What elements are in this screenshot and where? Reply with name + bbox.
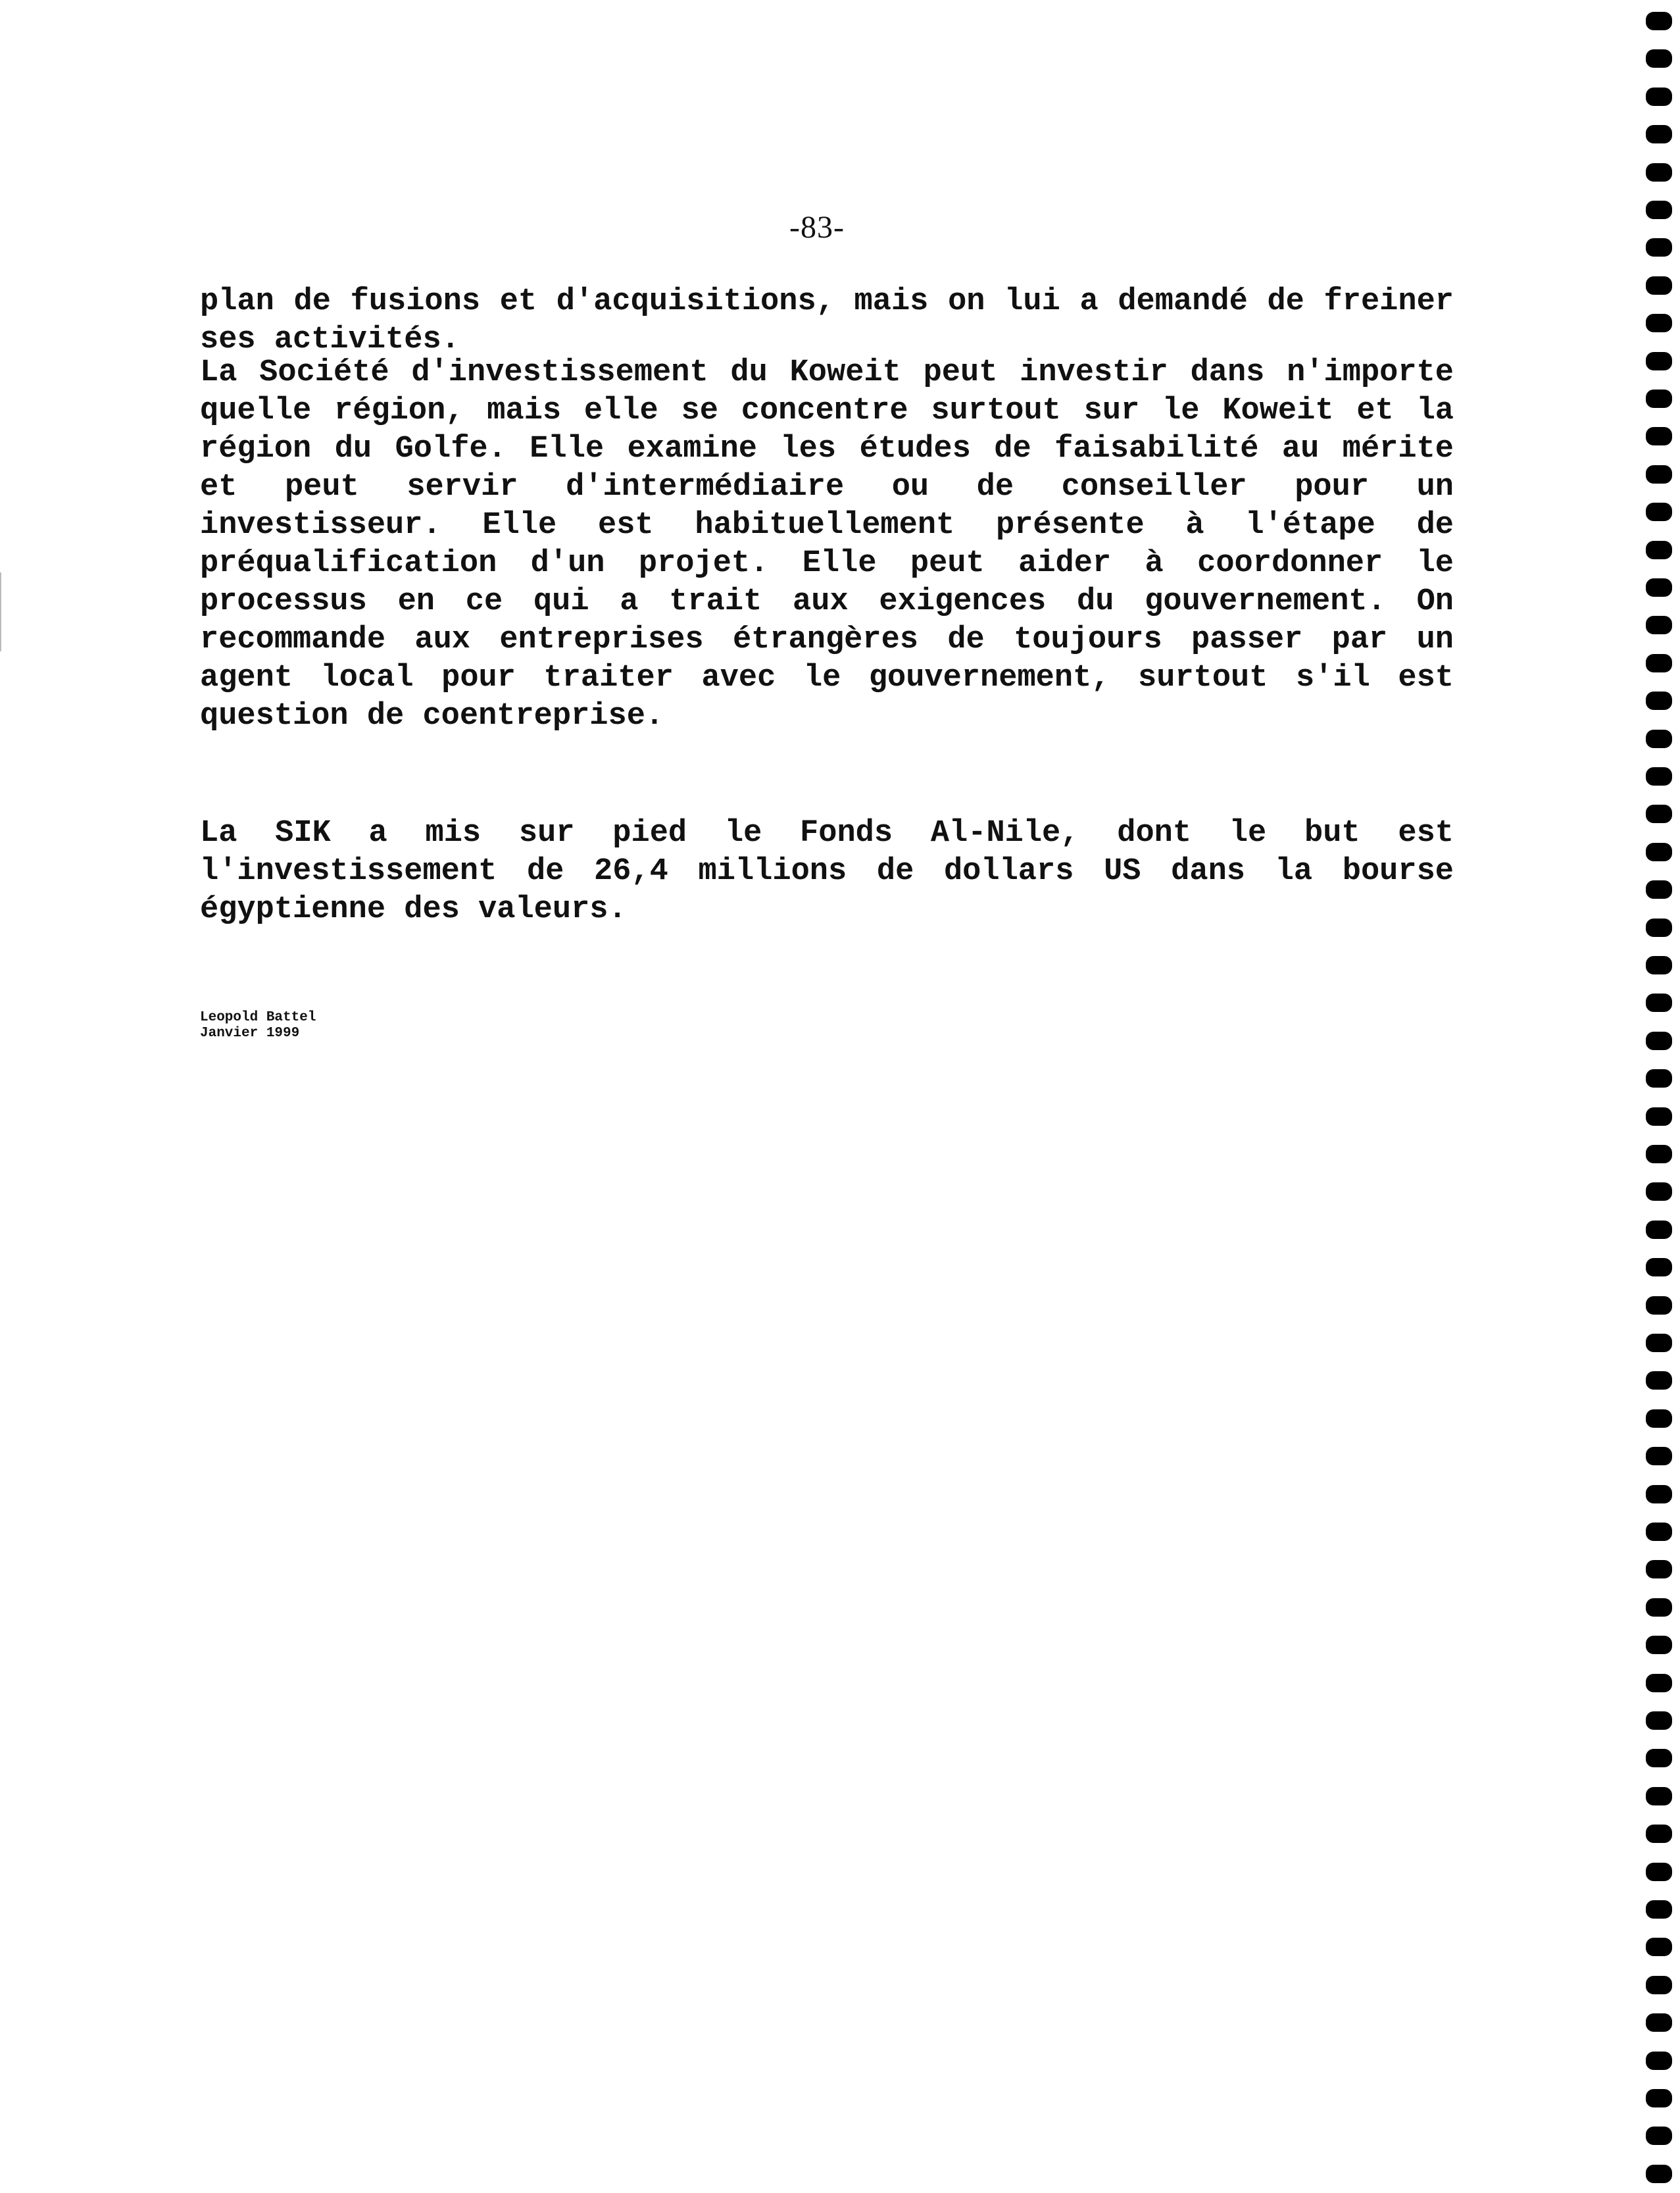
- binding-hole: [1646, 1976, 1672, 1994]
- binding-hole: [1646, 503, 1672, 521]
- binding-hole: [1646, 314, 1672, 332]
- binding-hole: [1646, 805, 1672, 823]
- binding-hole: [1646, 1560, 1672, 1578]
- binding-hole: [1646, 1674, 1672, 1692]
- binding-hole: [1646, 1787, 1672, 1805]
- binding-hole: [1646, 1900, 1672, 1919]
- footer-author: Leopold Battel: [200, 1010, 316, 1025]
- binding-hole: [1646, 1107, 1672, 1126]
- binding-hole: [1646, 880, 1672, 899]
- binding-hole: [1646, 12, 1672, 30]
- binding-hole: [1646, 767, 1672, 786]
- binding-hole: [1646, 427, 1672, 445]
- binding-hole: [1646, 276, 1672, 295]
- binding-hole: [1646, 919, 1672, 937]
- binding-hole: [1646, 1711, 1672, 1730]
- binding-hole: [1646, 654, 1672, 672]
- binding-hole: [1646, 238, 1672, 257]
- paragraph-1: plan de fusions et d'acquisitions, mais on lui a demandé de freiner ses activités.: [200, 284, 1454, 357]
- binding-hole: [1646, 390, 1672, 408]
- page-number: -83-: [789, 210, 845, 245]
- binding-hole: [1646, 541, 1672, 559]
- binding-hole: [1646, 201, 1672, 219]
- spiral-binding-holes: [1642, 0, 1680, 2193]
- binding-hole: [1646, 692, 1672, 710]
- paragraph-3: La SIK a mis sur pied le Fonds Al-Nile, dont le but est l'investissement de 26,4 millions de dollars US dans la bourse égyptienne des valeurs.: [200, 816, 1454, 927]
- binding-hole: [1646, 1334, 1672, 1352]
- binding-hole: [1646, 1523, 1672, 1541]
- binding-hole: [1646, 2165, 1672, 2183]
- binding-hole: [1646, 2013, 1672, 2032]
- binding-hole: [1646, 1598, 1672, 1617]
- binding-hole: [1646, 956, 1672, 974]
- binding-hole: [1646, 1409, 1672, 1428]
- footer-date: Janvier 1999: [200, 1026, 300, 1041]
- left-edge-scan-mark: [0, 572, 1, 651]
- binding-hole: [1646, 1069, 1672, 1088]
- binding-hole: [1646, 465, 1672, 484]
- binding-hole: [1646, 1182, 1672, 1201]
- binding-hole: [1646, 49, 1672, 68]
- binding-hole: [1646, 730, 1672, 748]
- binding-hole: [1646, 1032, 1672, 1050]
- binding-hole: [1646, 843, 1672, 861]
- binding-hole: [1646, 2052, 1672, 2070]
- binding-hole: [1646, 1938, 1672, 1956]
- binding-hole: [1646, 1371, 1672, 1390]
- binding-hole: [1646, 994, 1672, 1012]
- binding-hole: [1646, 1636, 1672, 1654]
- binding-hole: [1646, 616, 1672, 634]
- binding-hole: [1646, 163, 1672, 182]
- binding-hole: [1646, 1863, 1672, 1881]
- binding-hole: [1646, 125, 1672, 143]
- binding-hole: [1646, 88, 1672, 106]
- binding-hole: [1646, 1221, 1672, 1239]
- binding-hole: [1646, 2127, 1672, 2145]
- binding-hole: [1646, 1447, 1672, 1465]
- binding-hole: [1646, 352, 1672, 370]
- paragraph-2: La Société d'investissement du Koweit peut investir dans n'importe quelle région, mais elle se concentre surtout sur le Koweit et la région du Golfe. Elle examine les études de faisabilité au mérite et peut servir d'intermédiaire ou de conseiller pour un investisseur. Elle est habituellement présente à l'étape de préqualification d'un projet. Elle peut aider à coordonner le processus en ce qui a trait aux exigences du gouvernement. On recommande aux entreprises étrangères de toujours passer par un agent local pour traiter avec le gouvernement, surtout s'il est question de coentreprise.: [200, 355, 1454, 734]
- binding-hole: [1646, 1749, 1672, 1767]
- binding-hole: [1646, 1485, 1672, 1503]
- binding-hole: [1646, 1825, 1672, 1843]
- binding-hole: [1646, 2089, 1672, 2107]
- binding-hole: [1646, 1258, 1672, 1276]
- binding-hole: [1646, 1145, 1672, 1163]
- binding-hole: [1646, 578, 1672, 597]
- footer-signature: [200, 1010, 316, 1042]
- binding-hole: [1646, 1296, 1672, 1315]
